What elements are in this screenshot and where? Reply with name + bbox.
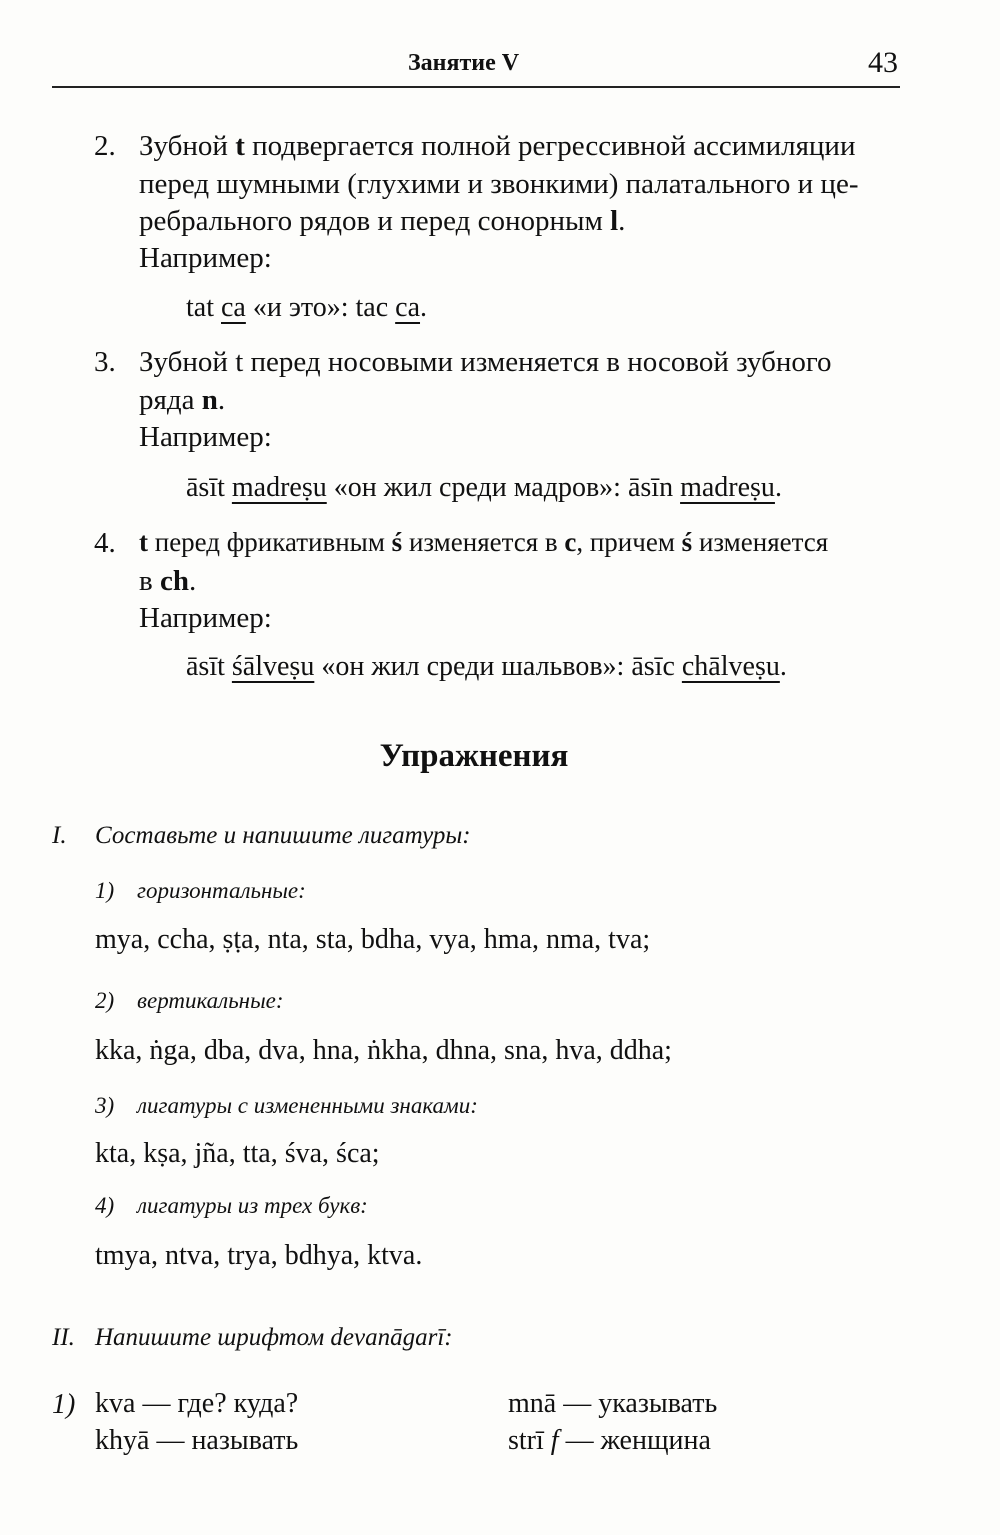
section-heading: Упражнения (379, 738, 569, 774)
rule-3-example: āsīt madreṣu «он жил среди мадров»: āsīn madreṣu. (186, 472, 782, 503)
running-head-title: Занятие V (408, 50, 520, 76)
ligature-list: kta, kṣa, jña, tta, śva, śca; (95, 1138, 380, 1169)
rule-2-line-1: Зубной t подвергается полной регрессивной ассимиляции (139, 130, 856, 162)
ligature-list: mya, ccha, ṣṭa, nta, sta, bdha, vya, hma, nma, tva; (95, 924, 651, 955)
rule-number: 2. (94, 130, 116, 162)
group-title: лигатуры из трех букв: (137, 1193, 368, 1218)
rule-4-line-1: t перед фрикативным ś изменяется в c, причем ś изменяется (139, 527, 829, 557)
exercise-title: Напишите шрифтом devanāgarī: (95, 1324, 453, 1351)
rule-2-line-2: перед шумными (глухими и звонкими) палатального и це- (139, 168, 859, 200)
group-title: лигатуры с измененными знаками: (137, 1093, 478, 1118)
rule-4-example: āsīt śālveṣu «он жил среди шальвов»: āsīc chālveṣu. (186, 651, 787, 682)
gender-mark: f (550, 1425, 559, 1456)
exercise-number: I. (52, 822, 67, 849)
vocab-item: kva — где? куда? (95, 1388, 299, 1419)
rule-2-example: tat ca «и это»: tac ca. (186, 292, 428, 323)
ligature-list: kka, ṅga, dba, dva, hna, ṅkha, dhna, sna, hva, ddha; (95, 1035, 672, 1066)
group-number: 2) (95, 988, 115, 1013)
rule-2-line-3: ребрального рядов и перед сонорным l. (139, 205, 626, 237)
vocab-item: strī f — женщина (508, 1425, 711, 1456)
group-title: горизонтальные: (137, 878, 306, 903)
group-title: вертикальные: (137, 988, 284, 1013)
rule-3-line-2: ряда n. (139, 384, 226, 416)
page-number: 43 (868, 46, 898, 79)
rule-number: 3. (94, 346, 116, 378)
list-number: 1) (52, 1389, 76, 1420)
vocab-item: mnā — указывать (508, 1388, 718, 1419)
exercise-title: Составьте и напишите лигатуры: (95, 822, 471, 849)
header-rule (52, 86, 900, 88)
example-label: Например: (139, 242, 272, 274)
exercise-number: II. (52, 1324, 75, 1351)
rule-3-line-1: Зубной t перед носовыми изменяется в носовой зубного (139, 346, 832, 378)
rule-4-line-2: в ch. (139, 565, 197, 597)
group-number: 4) (95, 1193, 115, 1218)
rule-number: 4. (94, 527, 116, 559)
group-number: 3) (95, 1093, 115, 1118)
example-label: Например: (139, 421, 272, 453)
ligature-list: tmya, ntva, trya, bdhya, ktva. (95, 1240, 423, 1271)
group-number: 1) (95, 878, 115, 903)
example-label: Например: (139, 602, 272, 634)
vocab-item: khyā — называть (95, 1425, 299, 1456)
